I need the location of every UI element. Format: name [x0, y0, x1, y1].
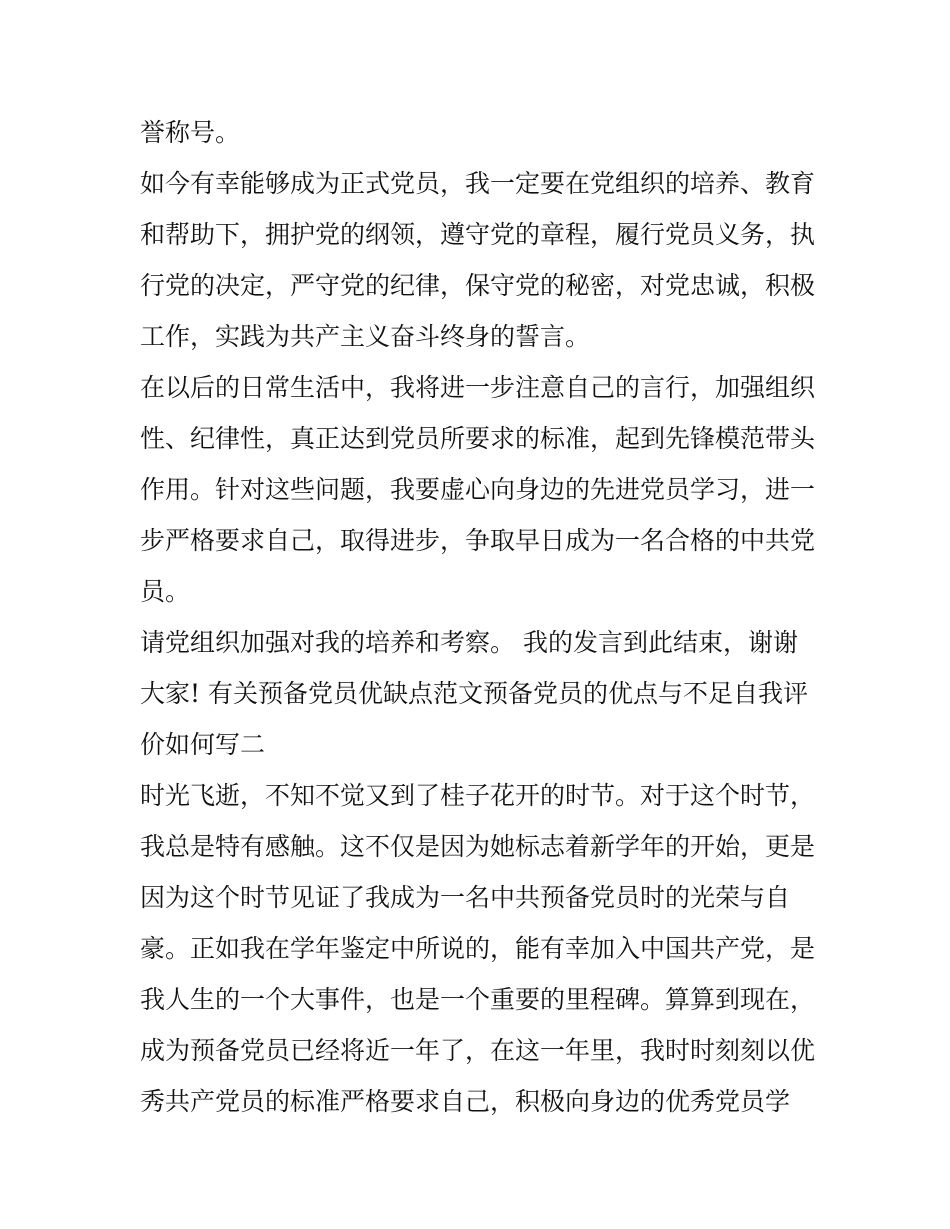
text-line: 我人生的一个大事件，也是一个重要的里程碑。算算到现在，	[140, 985, 816, 1014]
text-line: 员。	[140, 577, 191, 606]
text-line: 成为预备党员已经将近一年了，在这一年里，我时时刻刻以优	[140, 1036, 816, 1065]
text-line: 性、纪律性，真正达到党员所要求的标准，起到先锋模范带头	[140, 424, 816, 453]
text-line: 价如何写二	[140, 730, 266, 759]
document-body	[140, 107, 820, 1127]
text-line: 工作，实践为共产主义奋斗终身的誓言。	[140, 322, 591, 351]
text-line: 我总是特有感触。这不仅是因为她标志着新学年的开始，更是	[140, 832, 816, 861]
text-line: 作用。针对这些问题，我要虚心向身边的先进党员学习，进一	[140, 475, 816, 504]
text-line: 誉称号。	[140, 118, 241, 147]
text-line: 如今有幸能够成为正式党员，我一定要在党组织的培养、教育	[140, 169, 816, 198]
text-line: 时光飞逝，不知不觉又到了桂子花开的时节。对于这个时节，	[140, 781, 816, 810]
text-line: 大家! 有关预备党员优缺点范文预备党员的优点与不足自我评	[140, 679, 808, 708]
text-line: 在以后的日常生活中，我将进一步注意自己的言行，加强组织	[140, 373, 816, 402]
text-line: 请党组织加强对我的培养和考察。 我的发言到此结束，谢谢	[140, 628, 798, 657]
text-line: 步严格要求自己，取得进步，争取早日成为一名合格的中共党	[140, 526, 816, 555]
text-line: 秀共产党员的标准严格要求自己，积极向身边的优秀党员学	[140, 1087, 791, 1116]
text-line: 因为这个时节见证了我成为一名中共预备党员时的光荣与自	[140, 883, 791, 912]
text-line: 和帮助下，拥护党的纲领，遵守党的章程，履行党员义务，执	[140, 220, 816, 249]
text-line: 豪。正如我在学年鉴定中所说的，能有幸加入中国共产党，是	[140, 934, 816, 963]
text-line: 行党的决定，严守党的纪律，保守党的秘密，对党忠诚，积极	[140, 271, 816, 300]
